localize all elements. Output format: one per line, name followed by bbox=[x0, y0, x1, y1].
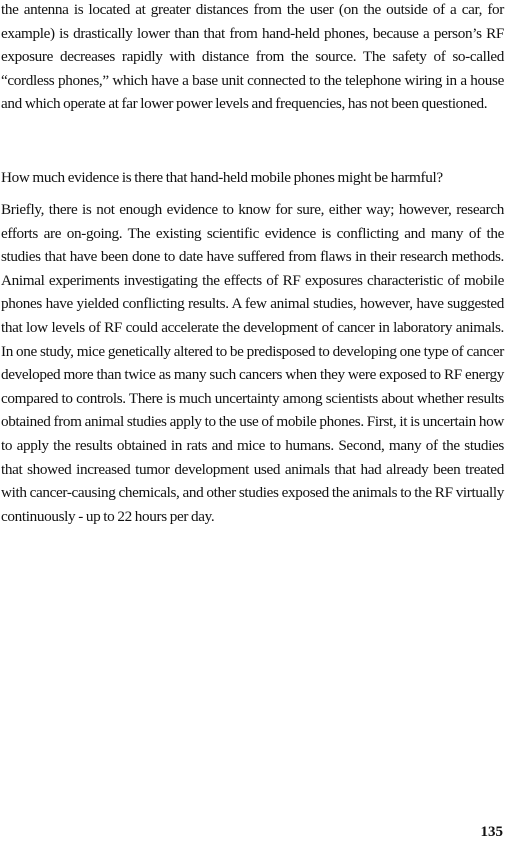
body-paragraph-evidence: Briefly, there is not enough evidence to know for sure, either way; however, research efforts are on-going. The existing scientific evidence is conflicting and many of the studies that have been done to date have suffered from flaws in their research methods. Animal experiments investigating the effects of RF exposures characteristic of mobile phones have yielded conflicting results. A few animal studies, however, have suggested that low levels of RF could accelerate the development of cancer in laboratory animals. In one study, mice genetically altered to be predisposed to developing one type of cancer developed more than twice as many such cancers when they were exposed to RF energy compared to controls. There is much uncertainty among scientists about whether results obtained from animal studies apply to the use of mobile phones. First, it is uncertain how to apply the results obtained in rats and mice to humans. Second, many of the studies that showed increased tumor development used animals that had already been treated with cancer-causing chemicals, and other studies exposed the animals to the RF virtually continuously - up to 22 hours per day. bbox=[1, 201, 504, 525]
body-paragraph-antenna-distance: the antenna is located at greater distances from the user (on the outside of a car, for example) is drastically lower than that from hand-held phones, because a person’s RF exposure decreases rapidly with distance from the source. The safety of so-called “cordless phones,” which have a base unit connected to the telephone wiring in a house and which operate at far lower power levels and frequencies, has not been questioned. bbox=[1, 1, 504, 113]
page-number: 135 bbox=[480, 824, 503, 840]
question-heading: How much evidence is there that hand-held mobile phones might be harmful? bbox=[1, 169, 443, 186]
